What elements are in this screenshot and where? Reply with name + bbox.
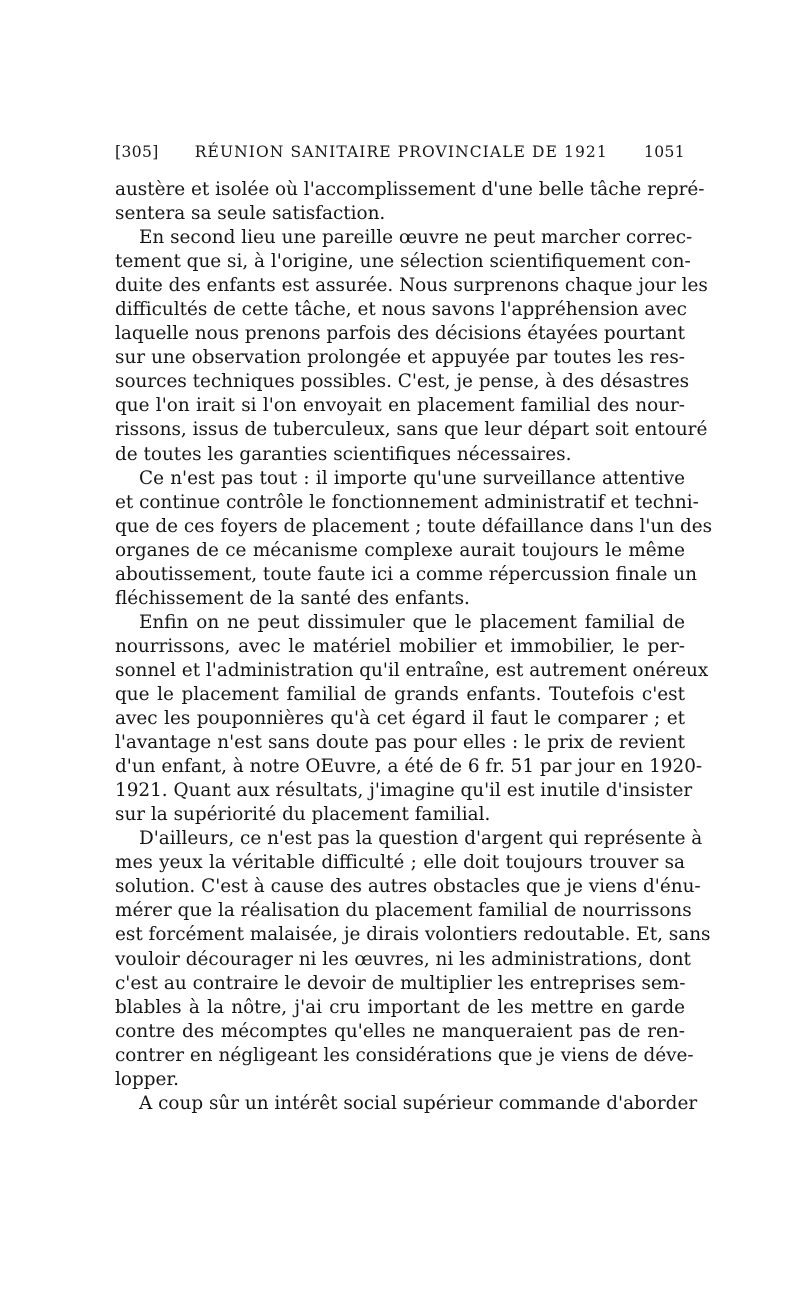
- text-line: En second lieu une pareille œuvre ne peut marcher correc-: [139, 227, 693, 249]
- text-line: c'est au contraire le devoir de multiplier les entreprises sem-: [115, 972, 686, 994]
- text-line: contrer en négligeant les considérations que je viens de déve-: [115, 1044, 694, 1066]
- text-line: mes yeux la véritable difficulté ; elle doit toujours trouver sa: [115, 852, 685, 874]
- book-page: [115, 143, 713, 1116]
- text-line: A coup sûr un intérêt social supérieur commande d'aborder: [139, 1092, 698, 1114]
- page-number: 1051: [643, 143, 685, 161]
- text-line: d'un enfant, à notre OEuvre, a été de 6 fr. 51 par jour en 1920-: [115, 756, 703, 778]
- text-line: nourrissons, avec le matériel mobilier et immobilier, le per-: [115, 635, 685, 657]
- text-line: avec les pouponnières qu'à cet égard il faut le comparer ; et: [115, 708, 685, 730]
- text-line: que de ces foyers de placement ; toute défaillance dans l'un des: [115, 515, 713, 537]
- text-line: sonnel et l'administration qu'il entraîne, est autrement onéreux: [115, 659, 709, 681]
- text-line: duite des enfants est assurée. Nous surprenons chaque jour les: [115, 275, 708, 297]
- paragraph: [115, 1092, 698, 1116]
- text-line: sources techniques possibles. C'est, je pense, à des désastres: [115, 371, 690, 393]
- text-line: et continue contrôle le fonctionnement administratif et techni-: [115, 491, 699, 513]
- text-line: austère et isolée où l'accomplissement d'une belle tâche repré-: [115, 179, 705, 200]
- text-line: laquelle nous prenons parfois des décisions étayées pourtant: [115, 323, 685, 345]
- running-title: RÉUNION SANITAIRE PROVINCIALE DE 1921: [194, 143, 608, 161]
- text-line: vouloir décourager ni les œuvres, ni les administrations, dont: [115, 948, 691, 970]
- text-line: D'ailleurs, ce n'est pas la question d'argent qui représente à: [139, 828, 703, 850]
- text-line: lopper.: [115, 1068, 179, 1090]
- text-line: de toutes les garanties scientifiques nécessaires.: [115, 443, 572, 465]
- body-text: [115, 178, 713, 1116]
- text-line: contre des mécomptes qu'elles ne manqueraient pas de ren-: [115, 1020, 685, 1042]
- text-line: blables à la nôtre, j'ai cru important de les mettre en garde: [115, 996, 685, 1018]
- running-header: [115, 143, 685, 167]
- text-line: Ce n'est pas tout : il importe qu'une surveillance attentive: [139, 467, 685, 489]
- text-line: aboutissement, toute faute ici a comme répercussion finale un: [115, 563, 697, 585]
- paragraph: [115, 226, 708, 466]
- text-line: sur la supériorité du placement familial.: [115, 804, 491, 826]
- text-line: 1921. Quant aux résultats, j'imagine qu'il est inutile d'insister: [115, 780, 693, 802]
- text-line: l'avantage n'est sans doute pas pour elles : le prix de revient: [115, 732, 685, 754]
- paragraph: [115, 467, 713, 611]
- text-line: tement que si, à l'origine, une sélection scientifiquement con-: [115, 251, 691, 273]
- text-line: est forcément malaisée, je dirais volontiers redoutable. Et, sans: [115, 924, 711, 946]
- paragraph: [115, 178, 705, 226]
- text-line: sur une observation prolongée et appuyée par toutes les res-: [115, 347, 685, 369]
- paragraph: [115, 827, 711, 1092]
- text-line: rissons, issus de tuberculeux, sans que leur départ soit entouré: [115, 419, 708, 441]
- text-line: que l'on irait si l'on envoyait en placement familial des nour-: [115, 395, 685, 417]
- text-line: Enfin on ne peut dissimuler que le placement familial de: [139, 611, 685, 633]
- text-line: difficultés de cette tâche, et nous savons l'appréhension avec: [115, 299, 687, 321]
- paragraph: [115, 611, 709, 827]
- page-reference: [305]: [115, 143, 159, 161]
- text-line: mérer que la réalisation du placement familial de nourrissons: [115, 900, 692, 922]
- text-line: sentera sa seule satisfaction.: [115, 203, 386, 225]
- text-line: solution. C'est à cause des autres obstacles que je viens d'énu-: [115, 876, 701, 898]
- text-line: organes de ce mécanisme complexe aurait toujours le même: [115, 539, 685, 561]
- text-line: fléchissement de la santé des enfants.: [115, 587, 470, 609]
- text-line: que le placement familial de grands enfants. Toutefois c'est: [115, 683, 685, 705]
